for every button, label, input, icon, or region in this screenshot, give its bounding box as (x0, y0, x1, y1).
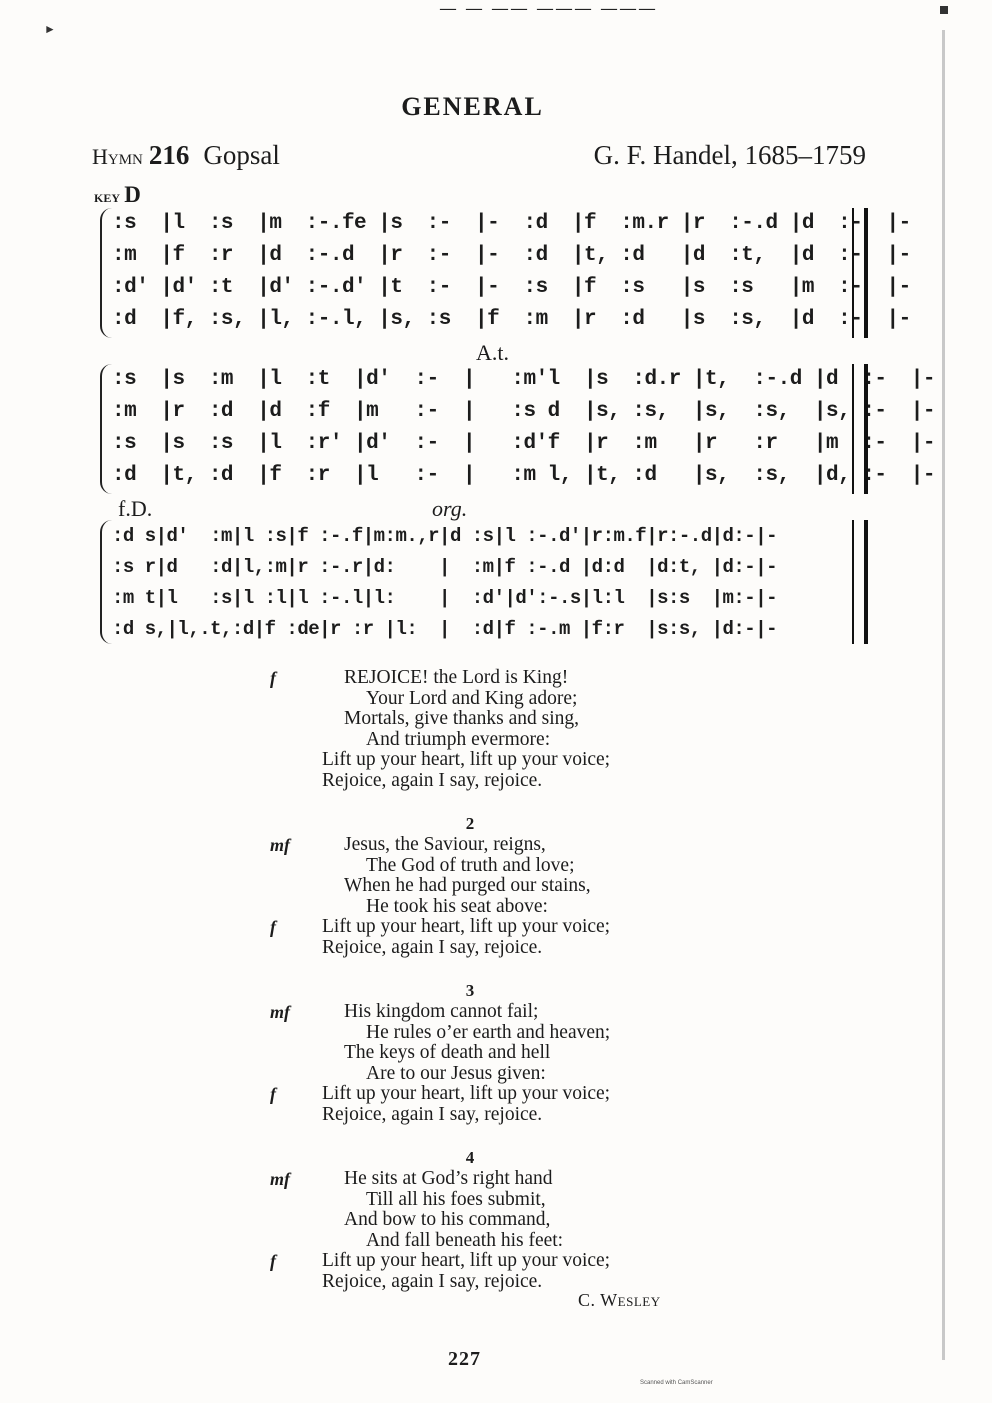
marking-fd: f.D. (118, 496, 153, 521)
key-letter: D (124, 182, 141, 207)
hymn-verses (270, 668, 770, 1292)
section-title: GENERAL (401, 92, 544, 121)
verse-text: And fall beneath his feet: (366, 1229, 564, 1251)
cropped-header-text: — — —— ——— ——— (440, 0, 658, 17)
verse-text: The keys of death and hell (344, 1042, 551, 1063)
verse-line (270, 1043, 770, 1064)
verse-line (270, 917, 770, 938)
verse-text: He took his seat above: (366, 895, 548, 917)
stanza-2 (270, 813, 770, 958)
dynamic-marking: f (270, 1251, 276, 1271)
soprano-line: :d s|d' :m|l :s|f :-.f|m:m.,r|d :s|l :-.d'|r:m.f|r:-.d|d:-|- (112, 525, 778, 547)
verse-line (270, 1084, 770, 1105)
verse-line (270, 1272, 770, 1293)
composer: G. F. Handel, 1685–1759 (593, 140, 866, 170)
verse-line (270, 1105, 770, 1126)
soprano-line: :s |l :s |m :-.fe |s :- |- :d |f :m.r |r :-.d |d :- |- (112, 212, 911, 235)
music-system-2 (100, 364, 935, 494)
system-brace (100, 208, 112, 338)
soprano-line: :s |s :m |l :t |d' :- | :m'l |s :d.r |t, :-.d |d :- |- (112, 368, 935, 391)
tune-name: Gopsal (203, 140, 280, 170)
tenor-line: :d' |d' :t |d' :-.d' |t :- |- :s |f :s |s :s |m :- |- (112, 276, 911, 299)
verse-text: Rejoice, again I say, rejoice. (322, 1103, 543, 1125)
corner-mark (940, 6, 948, 14)
verse-line (270, 709, 770, 730)
final-barline (852, 520, 868, 644)
alto-line: :m |f :r |d :-.d |r :- |- :d |t, :d |d :t, |d :- |- (112, 244, 911, 267)
bass-line: :d |f, :s, |l, :-.l, |s, :s |f :m |r :d |s :s, |d :- |- (112, 308, 911, 331)
verse-line (270, 897, 770, 918)
key-signature (94, 182, 141, 208)
alto-line: :s r|d :d|l,:m|r :-.r|d: | :m|f :-.d |d:d |d:t, |d:-|- (112, 556, 778, 578)
verse-text: Mortals, give thanks and sing, (344, 708, 580, 729)
stanza-1 (270, 668, 770, 791)
stanza-number: 3 (465, 981, 475, 1000)
verse-text: And triumph evermore: (366, 728, 551, 750)
verse-text: When he had purged our stains, (344, 875, 591, 896)
verse-text: He sits at God’s right hand (344, 1168, 553, 1189)
key-word: key (94, 187, 121, 206)
verse-line (270, 1023, 770, 1044)
margin-arrow-icon: ► (44, 22, 56, 36)
verse-line (270, 1231, 770, 1252)
verse-line (270, 1251, 770, 1272)
dynamic-marking: mf (270, 1002, 290, 1022)
system-brace (100, 520, 112, 644)
verse-line (270, 856, 770, 877)
verse-line (270, 1190, 770, 1211)
verse-text: Rejoice, again I say, rejoice. (322, 1270, 543, 1292)
verse-text: Lift up your heart, lift up your voice; (322, 1250, 611, 1271)
dynamic-marking: mf (270, 835, 290, 855)
verse-line (270, 750, 770, 771)
stanza-4 (270, 1147, 770, 1292)
scanner-watermark: Scanned with CamScanner (640, 1380, 713, 1386)
verse-line (270, 689, 770, 710)
verse-text: Rejoice, again I say, rejoice. (322, 936, 543, 958)
verse-line (270, 938, 770, 959)
author-credit: C. Wesley (578, 1290, 661, 1310)
verse-text: Till all his foes submit, (366, 1188, 546, 1210)
dynamic-marking: f (270, 668, 276, 688)
verse-text: Rejoice, again I say, rejoice. (322, 769, 543, 791)
dynamic-marking: f (270, 917, 276, 937)
alto-line: :m |r :d |d :f |m :- | :s d |s, :s, |s, :s, |s, :- |- (112, 400, 935, 423)
verse-line (270, 730, 770, 751)
stanza-3 (270, 980, 770, 1125)
page-number: 227 (448, 1348, 481, 1370)
verse-text: The God of truth and love; (366, 854, 575, 876)
verse-text: Jesus, the Saviour, reigns, (344, 834, 546, 855)
verse-line (270, 1169, 770, 1190)
stanza-number: 2 (465, 814, 475, 833)
bass-line: :d s,|l,.t,:d|f :de|r :r |l: | :d|f :-.m |f:r |s:s, |d:-|- (112, 618, 778, 640)
final-barline (852, 364, 868, 494)
verse-line (270, 668, 770, 689)
verse-text: Lift up your heart, lift up your voice; (322, 749, 611, 770)
verse-text: His kingdom cannot fail; (344, 1001, 539, 1022)
system-brace (100, 364, 112, 494)
hymn-heading (92, 140, 280, 171)
verse-text: Lift up your heart, lift up your voice; (322, 916, 611, 937)
hymn-number: 216 (148, 140, 190, 170)
verse-text: Are to our Jesus given: (366, 1062, 546, 1084)
verse-text: Lift up your heart, lift up your voice; (322, 1083, 611, 1104)
verse-text: He rules o’er earth and heaven; (366, 1021, 611, 1043)
stanza-number: 4 (465, 1148, 475, 1167)
bass-line: :d |t, :d |f :r |l :- | :m l, |t, :d |s, :s, |d, :- |- (112, 464, 935, 487)
page-edge-shadow (942, 30, 945, 1360)
tenor-line: :m t|l :s|l :l|l :-.l|l: | :d'|d':-.s|l:l |s:s |m:-|- (112, 587, 778, 609)
verse-text: Your Lord and King adore; (366, 687, 578, 709)
marking-at: A.t. (476, 340, 509, 365)
music-system-3 (100, 520, 868, 644)
final-barline (852, 208, 868, 338)
verse-line (270, 1064, 770, 1085)
verse-line (270, 876, 770, 897)
tenor-line: :s |s :s |l :r' |d' :- | :d'f |r :m |r :r |m :- |- (112, 432, 935, 455)
verse-line (270, 1210, 770, 1231)
dynamic-marking: f (270, 1084, 276, 1104)
verse-line (270, 1002, 770, 1023)
music-system-1 (100, 208, 911, 338)
dynamic-marking: mf (270, 1169, 290, 1189)
verse-text: REJOICE! the Lord is King! (344, 667, 569, 688)
hymn-word: Hymn (92, 144, 143, 169)
marking-org: org. (432, 496, 468, 521)
verse-text: And bow to his command, (344, 1209, 551, 1230)
verse-line (270, 771, 770, 792)
verse-line (270, 835, 770, 856)
